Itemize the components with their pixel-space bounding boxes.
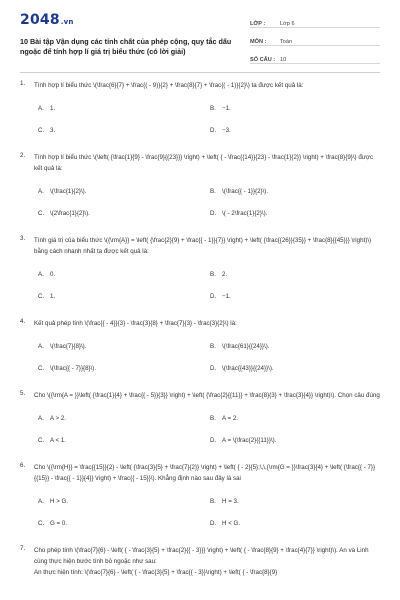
question-number: 6. [20, 462, 26, 469]
option-text: \(\frac{{ - 1}}{2}\). [222, 187, 269, 195]
option-letter: D. [210, 292, 217, 300]
document-title: 10 Bài tập Vận dụng các tính chất của phép cộng, quy tắc dấu ngoặc để tính hợp lí giá trị biểu thức (có lời giải) [20, 37, 232, 56]
option-text: \(\frac{{ - 7}}{8}\). [50, 364, 97, 372]
options-row [38, 285, 382, 307]
option-letter: A. [38, 497, 44, 505]
option-d[interactable] [210, 437, 382, 444]
options-row [38, 490, 382, 512]
option-text: H = 3. [222, 497, 239, 505]
option-letter: C. [38, 364, 45, 372]
option-text: 1. [50, 292, 56, 300]
option-c[interactable] [38, 365, 210, 372]
option-c[interactable] [38, 293, 210, 300]
option-letter: A. [38, 187, 44, 195]
options-row [38, 512, 382, 534]
logo-text: 2048 [20, 12, 60, 28]
document-meta [250, 14, 380, 68]
question-extra-text: An thực hiện tính: \(\frac{7}{6} - \left( { - \frac{3}{5} + \frac{{ - 3}}\right) + \left( { - \frac{8}{9} [34, 569, 278, 576]
meta-value: Lớp 6 [280, 21, 295, 27]
question-number: 3. [20, 235, 26, 242]
option-a[interactable] [38, 271, 210, 278]
option-text: −3. [222, 126, 231, 134]
answer-options [38, 335, 382, 379]
option-c[interactable] [38, 520, 210, 527]
question-item [20, 80, 382, 141]
meta-label: LỚP : [250, 21, 266, 27]
option-text: −1. [222, 104, 231, 112]
option-a[interactable] [38, 498, 210, 505]
option-c[interactable] [38, 437, 210, 444]
option-a[interactable] [38, 343, 210, 350]
option-text: \(\frac{7}{8}\). [50, 342, 87, 350]
option-text: H < G. [222, 519, 241, 527]
question-item [20, 235, 382, 307]
option-letter: C. [38, 436, 45, 444]
option-d[interactable] [210, 365, 382, 372]
meta-row-class [250, 14, 380, 28]
option-letter: B. [210, 104, 216, 112]
option-d[interactable] [210, 210, 382, 217]
option-text: \(\frac{1}{2}\). [50, 187, 87, 195]
option-text: \( - 2\frac{1}{2}\). [222, 209, 268, 217]
option-text: \(\frac{61}{{24}}\). [222, 342, 270, 350]
question-item [20, 390, 382, 451]
site-logo[interactable] [20, 12, 74, 28]
option-d[interactable] [210, 127, 382, 134]
meta-label: MÔN : [250, 39, 267, 45]
meta-row-subject [250, 32, 380, 46]
meta-row-count [250, 50, 380, 64]
question-number: 4. [20, 318, 26, 325]
option-b[interactable] [210, 271, 382, 278]
option-letter: D. [210, 126, 217, 134]
answer-options [38, 263, 382, 307]
option-d[interactable] [210, 293, 382, 300]
question-text: Tính hợp lí biểu thức \(\left( {\frac{1}{9} - \frac{9}{{23}}} \right) + \left( { - \frac{{14}}{23} - \frac{1}{2}} \right) + \frac{8}{9}\) được kết quả là: [34, 154, 374, 172]
option-a[interactable] [38, 188, 210, 195]
option-letter: D. [210, 436, 217, 444]
option-text: A = \(\frac{2}{{11}}\). [222, 436, 277, 444]
option-letter: C. [38, 209, 45, 217]
options-row [38, 97, 382, 119]
question-text: Kết quả phép tính \(\frac{{ - 4}}{3} - \frac{3}{8} + \frac{7}{3} - \frac{3}{2}\) là: [34, 320, 237, 327]
option-a[interactable] [38, 415, 210, 422]
question-text: Cho \({\rm{H}} = \frac{{15}}{2} - \left( {\frac{3}{5} + \frac{7}{2}} \right) + \left( { - 2}{5};\,\,{\rm{G = }}\frac{3}{4} + \left( {\frac{{ - 7}}{{15}} - \frac{{ - 1}}{4}} \right) + \frac{{ - 15}}\). Khẳng định nào sau đây là sai [34, 464, 376, 482]
question-text: Cho \({\rm{A = }}\left( {\frac{1}{4} + \frac{{ - 5}}{3}} \right) + \left( {\frac{2}{{11}} + \frac{8}{3} + \frac{3}{4}} \right)\). Chọn câu đúng [34, 392, 380, 399]
option-letter: B. [210, 497, 216, 505]
option-letter: B. [210, 342, 216, 350]
option-text: A > 2. [50, 414, 66, 422]
option-letter: C. [38, 519, 45, 527]
option-text: 1. [50, 104, 56, 112]
option-text: \(2\frac{1}{2}\). [50, 209, 90, 217]
question-number: 2. [20, 152, 26, 159]
option-letter: C. [38, 292, 45, 300]
option-text: A = 2. [222, 414, 238, 422]
option-text: 0. [50, 270, 56, 278]
meta-label: SỐ CÂU : [250, 57, 276, 63]
option-b[interactable] [210, 105, 382, 112]
option-text: 3. [50, 126, 56, 134]
question-text: Tính giá trị của biểu thức \({\rm{A}} = \left( {\frac{2}{9} + \frac{{ - 1}}{7}} \right) + \left( {\frac{{26}}{35}} + \frac{8}{{45}}} \right)\) bằng cách nhanh nhất ta được kết quả là: [34, 237, 372, 255]
option-d[interactable] [210, 520, 382, 527]
options-row [38, 263, 382, 285]
option-letter: B. [210, 187, 216, 195]
option-a[interactable] [38, 105, 210, 112]
options-row [38, 202, 382, 224]
option-text: G = 0. [50, 519, 68, 527]
options-row [38, 119, 382, 141]
question-text: Cho phép tính \(\frac{7}{6} - \left( { - \frac{3}{5} + \frac{2}{{ - 3}}} \right) + \left( { - \frac{8}{9} + \frac{4}{7}} \right)\). An và Linh cùng thực hiện bước tính bỏ ngoặc như sau: [34, 547, 369, 565]
option-letter: B. [210, 270, 216, 278]
option-text: 2. [222, 270, 228, 278]
option-text: \(\frac{{43}}{{24}}\). [222, 364, 274, 372]
option-text: −1. [222, 292, 231, 300]
document-header [20, 10, 380, 68]
options-row [38, 357, 382, 379]
question-number: 7. [20, 545, 26, 552]
question-list [20, 80, 382, 589]
question-item [20, 545, 382, 578]
option-letter: D. [210, 519, 217, 527]
option-b[interactable] [210, 498, 382, 505]
option-text: A < 1. [50, 436, 66, 444]
option-letter: D. [210, 364, 217, 372]
option-letter: B. [210, 414, 216, 422]
option-c[interactable] [38, 127, 210, 134]
question-item [20, 152, 382, 224]
question-number: 5. [20, 390, 26, 397]
option-letter: A. [38, 342, 44, 350]
question-item [20, 462, 382, 534]
answer-options [38, 490, 382, 534]
option-letter: C. [38, 126, 45, 134]
options-row [38, 429, 382, 451]
header-divider [20, 72, 380, 73]
option-b[interactable] [210, 188, 382, 195]
option-letter: A. [38, 104, 44, 112]
option-letter: A. [38, 270, 44, 278]
option-b[interactable] [210, 343, 382, 350]
logo-suffix: .vn [60, 18, 74, 26]
meta-value: Toán [280, 39, 293, 45]
option-letter: A. [38, 414, 44, 422]
option-letter: D. [210, 209, 217, 217]
options-row [38, 407, 382, 429]
answer-options [38, 97, 382, 141]
option-b[interactable] [210, 415, 382, 422]
option-c[interactable] [38, 210, 210, 217]
answer-options [38, 407, 382, 451]
answer-options [38, 180, 382, 224]
question-item [20, 318, 382, 379]
options-row [38, 180, 382, 202]
options-row [38, 335, 382, 357]
question-text: Tính hợp lí biểu thức \(\frac{6}{7} + \frac{( - 9)}{2} + \frac{8}{7} + \frac{( - 1)}{2}\) ta được kết quả là: [34, 82, 304, 89]
option-text: H > G. [50, 497, 69, 505]
meta-value: 10 [280, 57, 287, 63]
question-number: 1. [20, 80, 26, 87]
